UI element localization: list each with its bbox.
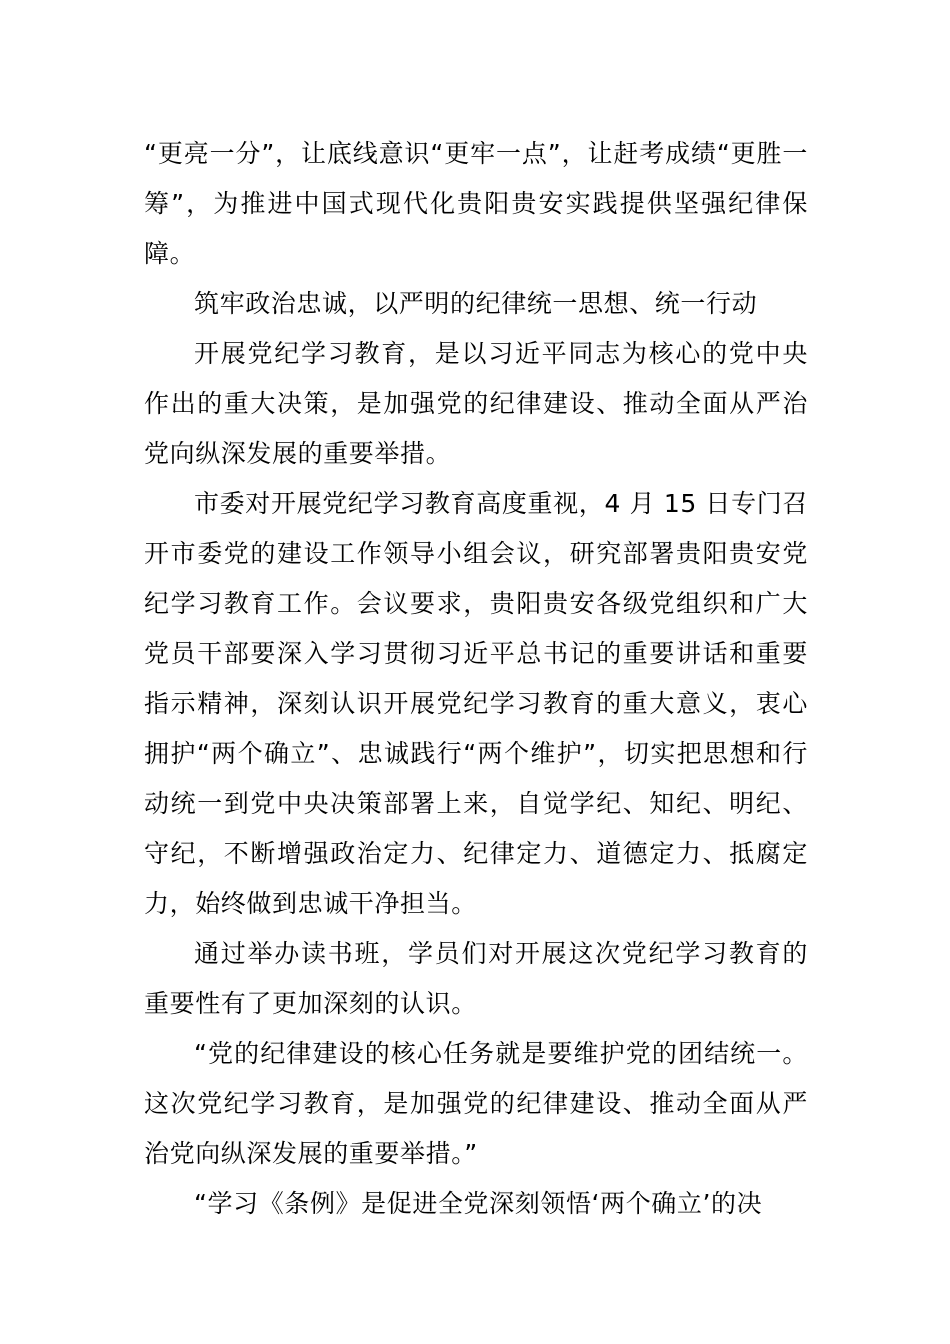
section-heading: 筑牢政治忠诚，以严明的纪律统一思想、统一行动 (194, 289, 758, 318)
document-body (144, 129, 808, 1229)
paragraph: 市委对开展党纪学习教育高度重视，4 月 15 日专门召开市委党的建设工作领导小组会议，研究部署贵阳贵安党纪学习教育工作。会议要求，贵阳贵安各级党组织和广大党员干部要深入学习贯彻习近平总书记的重要讲话和重要指示精神，深刻认识开展党纪学习教育的重大意义，衷心拥护“两个确立”、忠诚践行“两个维护”，切实把思想和行动统一到党中央决策部署上来，自觉学纪、知纪、明纪、守纪，不断增强政治定力、纪律定力、道德定力、抵腐定力，始终做到忠诚干净担当。 (144, 489, 808, 918)
quote-paragraph: “党的纪律建设的核心任务就是要维护党的团结统一。这次党纪学习教育，是加强党的纪律建设、推动全面从严治党向纵深发展的重要举措。” (144, 1039, 808, 1168)
quote-paragraph: “学习《条例》是促进全党深刻领悟‘两个确立’的决 (194, 1189, 763, 1218)
paragraph: 通过举办读书班，学员们对开展这次党纪学习教育的重要性有了更加深刻的认识。 (144, 939, 808, 1018)
paragraph-continuation: “更亮一分”，让底线意识“更牢一点”，让赶考成绩“更胜一筹”，为推进中国式现代化贵阳贵安实践提供坚强纪律保障。 (144, 139, 808, 268)
paragraph: 开展党纪学习教育，是以习近平同志为核心的党中央作出的重大决策，是加强党的纪律建设、推动全面从严治党向纵深发展的重要举措。 (144, 339, 808, 468)
